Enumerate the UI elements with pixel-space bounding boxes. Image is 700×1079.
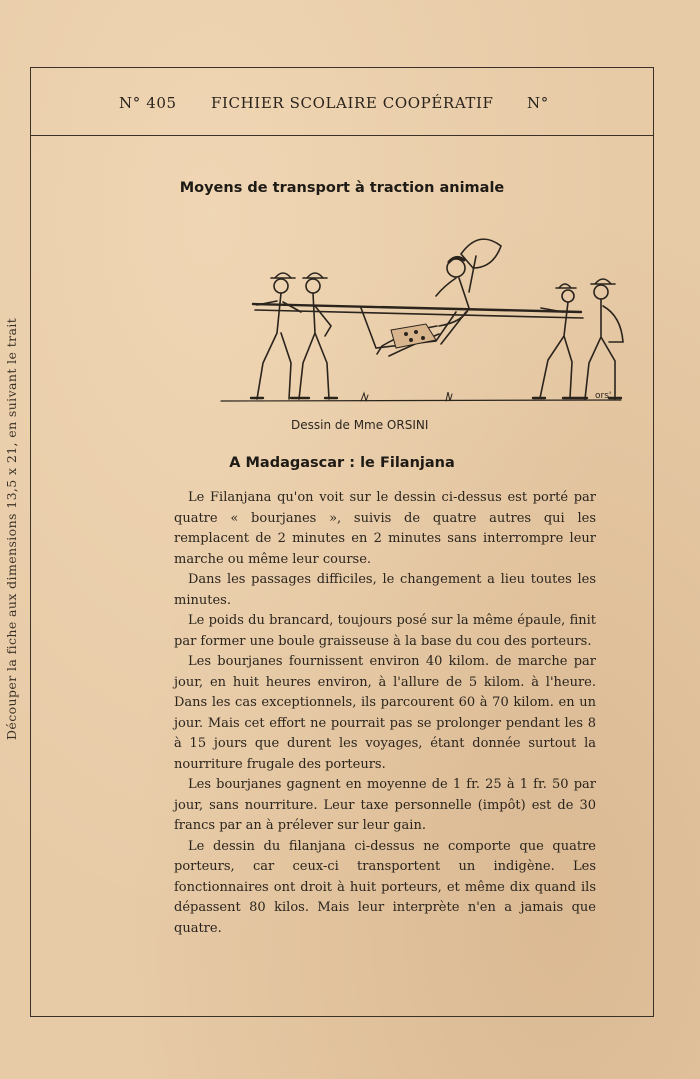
card-number: N° 405 — [119, 94, 177, 112]
header-title: FICHIER SCOLAIRE COOPÉRATIF — [211, 94, 494, 112]
paragraph: Le Filanjana qu'on voit sur le dessin ci-dessus est porté par quatre « bourjanes », suivis de quatre autres qui les remplacent de 2 minutes en 2 minutes sans interrompre leur marche ou même leur course. — [174, 490, 596, 567]
paragraph: Dans les passages difficiles, le changement a lieu toutes les minutes. — [174, 572, 596, 608]
paragraph: Le poids du brancard, toujours posé sur la même épaule, finit par former une boule graisseuse à la base du cou des porteurs. — [174, 613, 596, 649]
drawing-signature: ors' — [595, 391, 612, 401]
cut-instruction: Découper la fiche aux dimensions 13,5 x 21, en suivant le trait — [4, 317, 19, 740]
paragraph: Les bourjanes gagnent en moyenne de 1 fr. 25 à 1 fr. 50 par jour, sans nourriture. Leur taxe personnelle (impôt) est de 30 francs par an à prélever sur leur gain. — [174, 777, 596, 833]
section-subtitle: A Madagascar : le Filanjana — [229, 455, 455, 471]
article-body — [174, 488, 596, 939]
card-number-blank: N° — [527, 94, 549, 112]
card-header — [31, 68, 653, 136]
illustration-caption: Dessin de Mme ORSINI — [291, 418, 429, 432]
paragraph: Les bourjanes fournissent environ 40 kilom. de marche par jour, en huit heures environ, à l'allure de 5 kilom. à l'heure. Dans les cas exceptionnels, ils parcourent 60 à 70 kilom. en un jour. Mais cet effort ne pourrait pas se prolonger pendant les 8 à 15 jours que durent les voyages, étant donnée surtout la nourriture frugale des porteurs. — [174, 654, 596, 772]
filanjana-illustration — [211, 226, 631, 426]
page-title: Moyens de transport à traction animale — [179, 180, 505, 196]
card-frame — [30, 67, 654, 1017]
paragraph: Le dessin du filanjana ci-dessus ne comporte que quatre porteurs, car ceux-ci transportent un indigène. Les fonctionnaires ont droit à huit porteurs, et même dix quand ils dépassent 80 kilos. Mais leur interprète n'en a jamais que quatre. — [174, 838, 596, 936]
